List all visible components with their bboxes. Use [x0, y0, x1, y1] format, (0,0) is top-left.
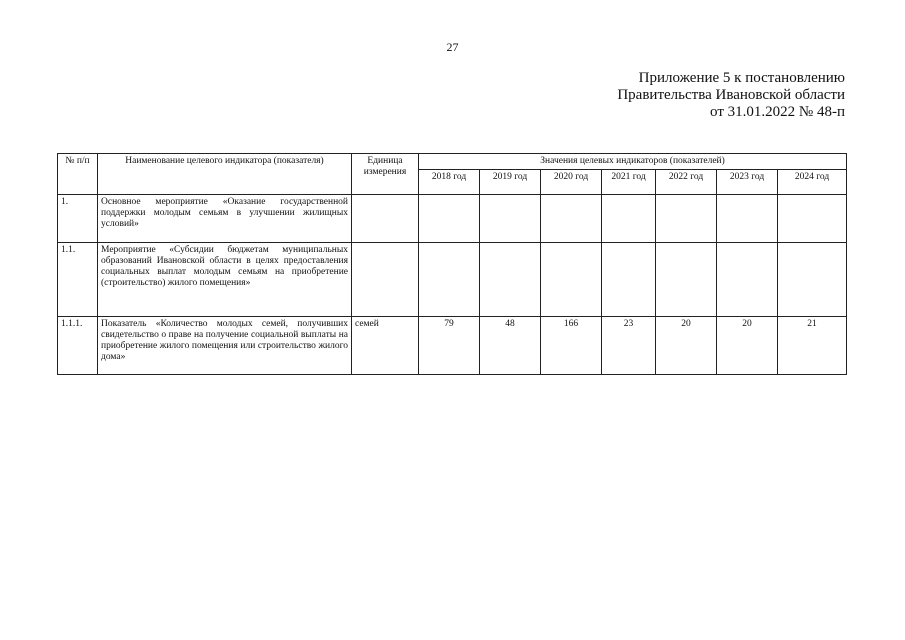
- header-year: 2021 год: [602, 170, 656, 195]
- header-year: 2022 год: [656, 170, 717, 195]
- row-num: 1.1.1.: [58, 317, 98, 375]
- header-unit: Единица измерения: [352, 154, 419, 195]
- row-value: 166: [541, 317, 602, 375]
- row-value: 79: [419, 317, 480, 375]
- row-value: [602, 243, 656, 317]
- row-value: [419, 195, 480, 243]
- row-value: [480, 243, 541, 317]
- row-name: Показатель «Количество молодых семей, получивших свидетельство о праве на получение социальной выплаты на приобретение жилого помещения или строительство жилого дома»: [98, 317, 352, 375]
- row-name: Мероприятие «Субсидии бюджетам муниципальных образований Ивановской области в целях предоставления социальных выплат молодым семьям на приобретение (строительство) жилого помещения»: [98, 243, 352, 317]
- table-row: [58, 195, 847, 243]
- row-name: Основное мероприятие «Оказание государственной поддержки молодым семьям в улучшении жилищных условий»: [98, 195, 352, 243]
- row-num: 1.: [58, 195, 98, 243]
- row-value: [717, 243, 778, 317]
- row-value: [541, 243, 602, 317]
- row-value: 23: [602, 317, 656, 375]
- appendix-line-3: от 31.01.2022 № 48-п: [710, 104, 845, 120]
- header-year: 2023 год: [717, 170, 778, 195]
- indicators-table: [57, 153, 847, 375]
- appendix-line-1: Приложение 5 к постановлению: [638, 70, 845, 86]
- row-num: 1.1.: [58, 243, 98, 317]
- header-name: Наименование целевого индикатора (показателя): [98, 154, 352, 195]
- row-value: 21: [778, 317, 847, 375]
- table-row: [58, 243, 847, 317]
- page-number: 27: [446, 40, 459, 54]
- row-unit: семей: [352, 317, 419, 375]
- appendix-heading: [617, 70, 845, 121]
- row-unit: [352, 195, 419, 243]
- row-value: [480, 195, 541, 243]
- row-value: 48: [480, 317, 541, 375]
- row-value: 20: [656, 317, 717, 375]
- header-row: [58, 154, 847, 170]
- header-values-group: Значения целевых индикаторов (показателей): [419, 154, 847, 170]
- header-year: 2020 год: [541, 170, 602, 195]
- header-year: 2019 год: [480, 170, 541, 195]
- header-year: 2024 год: [778, 170, 847, 195]
- row-value: [778, 195, 847, 243]
- row-value: [656, 243, 717, 317]
- row-value: [778, 243, 847, 317]
- row-value: [656, 195, 717, 243]
- row-value: 20: [717, 317, 778, 375]
- row-value: [541, 195, 602, 243]
- row-value: [602, 195, 656, 243]
- header-num: № п/п: [58, 154, 98, 195]
- header-year: 2018 год: [419, 170, 480, 195]
- row-value: [419, 243, 480, 317]
- appendix-line-2: Правительства Ивановской области: [617, 87, 845, 103]
- row-unit: [352, 243, 419, 317]
- row-value: [717, 195, 778, 243]
- table-row: [58, 317, 847, 375]
